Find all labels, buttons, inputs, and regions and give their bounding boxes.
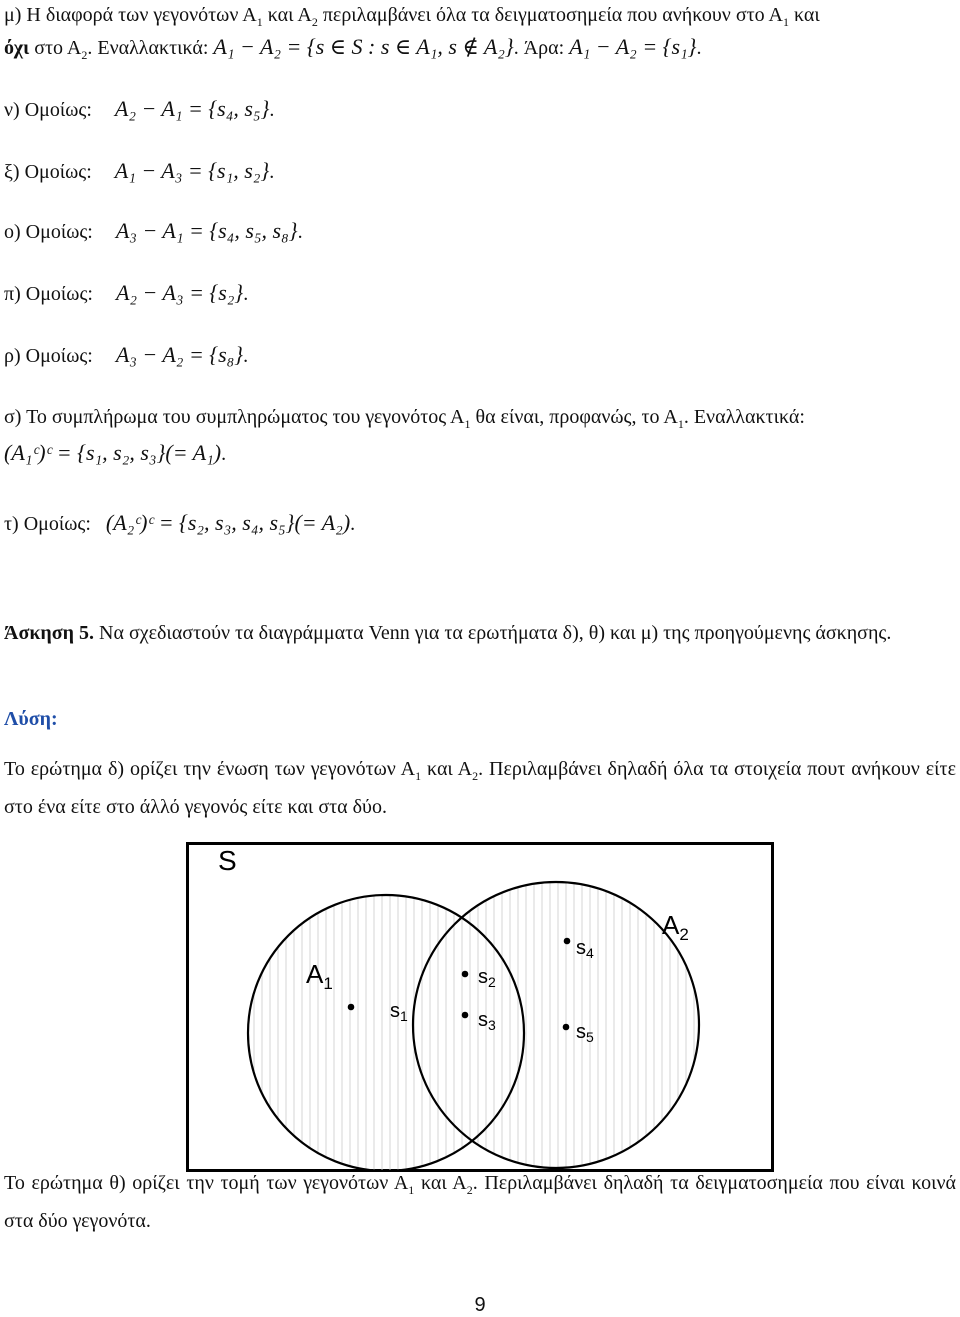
text: .	[221, 443, 227, 465]
text: .	[696, 37, 702, 59]
text: .	[269, 99, 275, 121]
text: θα είναι, προφανώς, το Α	[470, 406, 678, 428]
math-expression: A₂ − A₁ = {s₄, s₅}	[114, 96, 270, 121]
text: . Άρα:	[513, 37, 570, 59]
math-expression: A₁ − A₂ = {s ∈ S : s ∈ A₁, s ∉ A₂}	[213, 34, 514, 59]
text: . Εναλλακτικά:	[683, 406, 805, 428]
point-marker	[563, 1024, 570, 1031]
subscript: 2	[472, 769, 479, 783]
subscript: 1	[782, 15, 789, 29]
emphasis-text: όχι	[4, 37, 30, 59]
math-expression: A₃ − A₁ = {s₄, s₅, s₈}	[115, 218, 298, 243]
universe-label: S	[218, 845, 237, 876]
text: .	[269, 161, 275, 183]
subscript: 2	[311, 15, 318, 29]
point-label: $s_1$	[390, 1000, 408, 1024]
math-expression: A₁ − A₃ = {s₁, s₂}	[114, 158, 270, 183]
text: περιλαμβάνει όλα τα δειγματοσημεία που ανήκουν στο Α	[317, 4, 783, 26]
page-number: 9	[474, 1294, 486, 1316]
item-rho	[4, 342, 248, 369]
item-xi	[4, 158, 274, 185]
math-expression: A₂ − A₃ = {s₂}	[115, 280, 244, 305]
math-expression: (A₁ᶜ)ᶜ = {s₁, s₂, s₃}(= A₁)	[4, 440, 222, 465]
item-omicron	[4, 218, 303, 245]
point-marker	[462, 971, 469, 978]
text: και Α	[414, 1172, 467, 1194]
subscript: 2	[466, 1183, 473, 1197]
math-expression: A₃ − A₂ = {s₈}	[115, 342, 244, 367]
text: μ) Η διαφορά των γεγονότων Α	[4, 4, 257, 26]
item-sigma-line1	[4, 404, 956, 437]
point-label: $s_3$	[478, 1009, 496, 1033]
math-expression: A₁ − A₂ = {s₁}	[569, 34, 697, 59]
item-label: ρ) Ομοίως:	[4, 345, 93, 367]
set-a1-label: $A_1$	[306, 959, 333, 993]
set-a2-fill	[413, 882, 699, 1168]
text: και	[788, 4, 820, 26]
item-label: ν) Ομοίως:	[4, 99, 92, 121]
exercise-5	[4, 618, 956, 649]
text: Το ερώτημα δ) ορίζει την ένωση των γεγονότων Α	[4, 758, 416, 780]
subscript: 2	[81, 48, 88, 62]
point-label: $s_5$	[576, 1021, 594, 1045]
item-nu	[4, 96, 274, 123]
text: . Εναλλακτικά:	[87, 37, 214, 59]
subscript: 1	[464, 417, 471, 431]
text: και Α	[262, 4, 312, 26]
text: . Περιλαμβάνει δηλαδή τα δειγματοσημεία που είναι κοινά στα δύο γεγονότα.	[4, 1172, 956, 1232]
text: .	[350, 513, 356, 535]
point-label: $s_4$	[576, 937, 594, 961]
item-mu-line2	[4, 34, 701, 68]
item-tau	[4, 510, 355, 537]
set-a2-label: $A_2$	[662, 910, 689, 944]
exercise-title: Άσκηση 5.	[4, 622, 95, 644]
item-label: ξ) Ομοίως:	[4, 161, 92, 183]
item-label: τ) Ομοίως:	[4, 513, 91, 535]
text: .	[243, 345, 249, 367]
point-label: $s_2$	[478, 966, 496, 990]
subscript: 1	[677, 417, 684, 431]
text: . Περιλαμβάνει δηλαδή όλα τα στοιχεία πουτ ανήκουν είτε στο ένα είτε στο άλλό γεγονός είτε και στα δύο.	[4, 758, 956, 818]
text: Το ερώτημα θ) ορίζει την τομή των γεγονότων Α	[4, 1172, 409, 1194]
point-marker	[348, 1004, 355, 1011]
solution-label: Λύση:	[4, 708, 58, 730]
paragraph-delta	[4, 754, 956, 823]
item-pi	[4, 280, 248, 307]
item-mu-line1	[4, 2, 820, 35]
subscript: 1	[408, 1183, 415, 1197]
item-label: π) Ομοίως:	[4, 283, 93, 305]
point-marker	[462, 1012, 469, 1019]
text: .	[243, 283, 249, 305]
exercise-text: Να σχεδιαστούν τα διαγράμματα Venn για τα ερωτήματα δ), θ) και μ) της προηγούμενης άσκησης.	[94, 622, 892, 644]
text: σ) Το συμπλήρωμα του συμπληρώματος του γεγονότος Α	[4, 406, 465, 428]
text: στο Α	[29, 37, 82, 59]
paragraph-theta	[4, 1168, 956, 1237]
text: .	[297, 221, 303, 243]
point-marker	[564, 938, 571, 945]
item-sigma-line2	[4, 440, 226, 467]
subscript: 1	[415, 769, 422, 783]
item-label: ο) Ομοίως:	[4, 221, 93, 243]
subscript: 1	[256, 15, 263, 29]
text: και Α	[421, 758, 473, 780]
venn-diagram	[186, 842, 774, 1172]
math-expression: (A₂ᶜ)ᶜ = {s₂, s₃, s₄, s₅}(= A₂)	[105, 510, 351, 535]
